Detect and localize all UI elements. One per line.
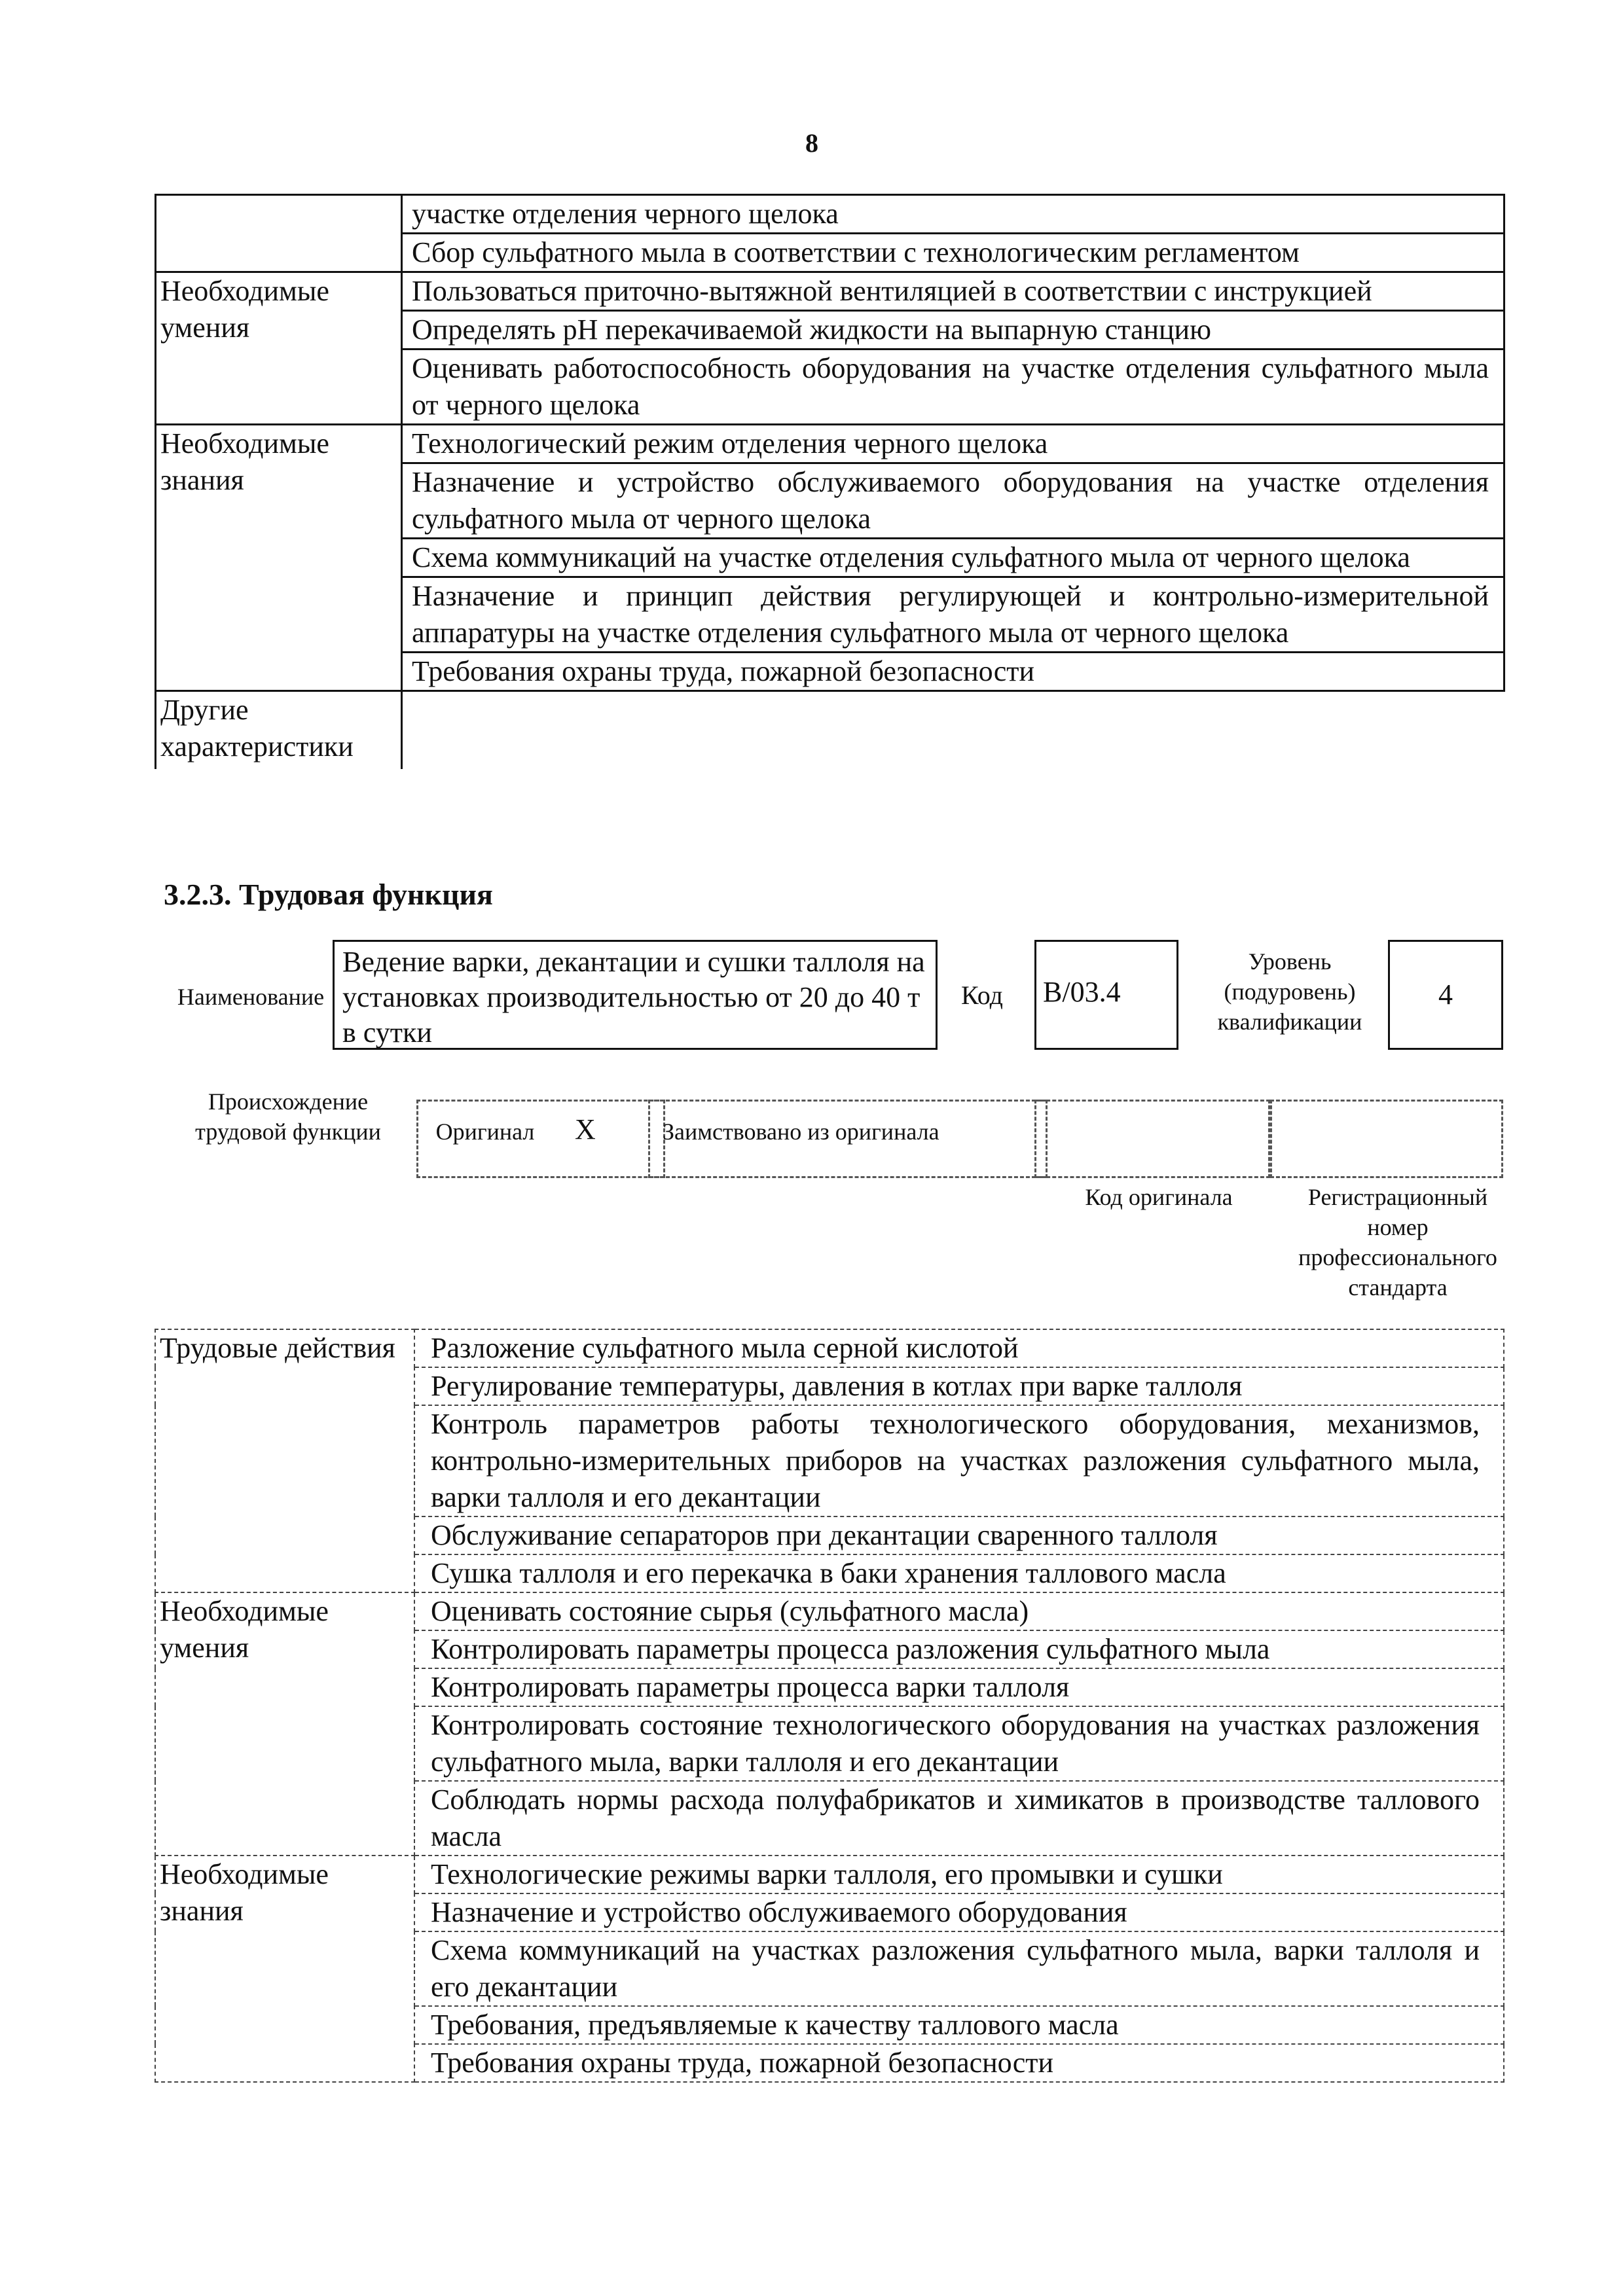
- row-item: Обслуживание сепараторов при декантации сваренного таллоля: [414, 1516, 1504, 1554]
- table-row: [156, 272, 1504, 311]
- row-label: [156, 195, 402, 272]
- reg-number-label: Регистрационный номер профессионального стандарта: [1298, 1184, 1497, 1300]
- level-value: 4: [1438, 978, 1453, 1011]
- row-label: Необходимые знания: [155, 1856, 414, 2082]
- row-label: Необходимые знания: [156, 425, 402, 691]
- table-competencies-continued: [155, 194, 1505, 769]
- code-box: [1034, 940, 1178, 1050]
- table-row: [156, 425, 1504, 463]
- row-item: Технологический режим отделения черного щелока: [402, 425, 1504, 463]
- row-item: Разложение сульфатного мыла серной кислотой: [414, 1329, 1504, 1367]
- row-item: Назначение и устройство обслуживаемого оборудования на участке отделения сульфатного мыла от черного щелока: [402, 463, 1504, 539]
- code-original-label: Код оригинала: [1085, 1184, 1233, 1210]
- function-name-box: [333, 940, 938, 1050]
- table-row: [156, 195, 1504, 234]
- row-item: Определять pH перекачиваемой жидкости на выпарную станцию: [402, 311, 1504, 350]
- level-label: Уровень (подуровень) квалификации: [1217, 948, 1362, 1035]
- row-item: Технологические режимы варки таллоля, его промывки и сушки: [414, 1856, 1504, 1893]
- level-box: [1388, 940, 1503, 1050]
- original-mark: X: [575, 1113, 596, 1145]
- section-title: 3.2.3. Трудовая функция: [164, 878, 493, 911]
- row-item: Требования охраны труда, пожарной безопасности: [414, 2044, 1504, 2082]
- origin-label: Происхождение трудовой функции: [195, 1088, 381, 1145]
- row-label: Необходимые умения: [156, 272, 402, 425]
- code-label: Код: [961, 980, 1003, 1010]
- row-item: Требования охраны труда, пожарной безопасности: [402, 653, 1504, 691]
- row-item: Контролировать параметры процесса варки таллоля: [414, 1668, 1504, 1706]
- row-item: Схема коммуникаций на участке отделения сульфатного мыла от черного щелока: [402, 539, 1504, 577]
- code-value: B/03.4: [1043, 976, 1121, 1008]
- row-item: Соблюдать нормы расхода полуфабрикатов и химикатов в производстве таллового масла: [414, 1781, 1504, 1856]
- row-item: Оценивать работоспособность оборудования на участке отделения сульфатного мыла от черного щелока: [402, 350, 1504, 425]
- name-label: Наименование: [177, 984, 325, 1010]
- table-row: [155, 1592, 1504, 1630]
- row-item: Пользоваться приточно-вытяжной вентиляцией в соответствии с инструкцией: [402, 272, 1504, 311]
- page-number: 8: [805, 128, 818, 158]
- table-row: [156, 691, 1504, 770]
- row-item: [402, 691, 1504, 770]
- borrowed-label: Заимствовано из оригинала: [663, 1119, 939, 1145]
- row-item: Регулирование температуры, давления в котлах при варке таллоля: [414, 1367, 1504, 1405]
- row-item: Назначение и принцип действия регулирующей и контрольно-измерительной аппаратуры на участке отделения сульфатного мыла от черного щелока: [402, 577, 1504, 653]
- row-label: Необходимые умения: [155, 1592, 414, 1856]
- row-item: Сушка таллоля и его перекачка в баки хранения таллового масла: [414, 1554, 1504, 1592]
- row-item: Контроль параметров работы технологического оборудования, механизмов, контрольно-измерительных приборов на участках разложения сульфатного мыла, варки таллоля и его декантации: [414, 1405, 1504, 1516]
- table-row: [155, 1329, 1504, 1367]
- original-label: Оригинал: [435, 1119, 535, 1145]
- table-row: [155, 1856, 1504, 1893]
- row-label: Другие характеристики: [156, 691, 402, 770]
- row-label: Трудовые действия: [155, 1329, 414, 1592]
- code-original-cell: [1034, 1100, 1270, 1178]
- row-item: Оценивать состояние сырья (сульфатного масла): [414, 1592, 1504, 1630]
- row-item: Контролировать параметры процесса разложения сульфатного мыла: [414, 1630, 1504, 1668]
- row-item: Схема коммуникаций на участках разложения сульфатного мыла, варки таллоля и его декантации: [414, 1931, 1504, 2006]
- row-item: Назначение и устройство обслуживаемого оборудования: [414, 1893, 1504, 1931]
- row-item: Контролировать состояние технологического оборудования на участках разложения сульфатного мыла, варки таллоля и его декантации: [414, 1706, 1504, 1781]
- row-item: участке отделения черного щелока: [402, 195, 1504, 234]
- row-item: Сбор сульфатного мыла в соответствии с технологическим регламентом: [402, 234, 1504, 272]
- reg-number-cell: [1270, 1100, 1503, 1178]
- row-item: Требования, предъявляемые к качеству таллового масла: [414, 2006, 1504, 2044]
- function-name-value: Ведение варки, декантации и сушки таллоля на установках производительностью от 20 до 40 т в сутки: [342, 946, 925, 1049]
- table-labor-function: [155, 1329, 1504, 2083]
